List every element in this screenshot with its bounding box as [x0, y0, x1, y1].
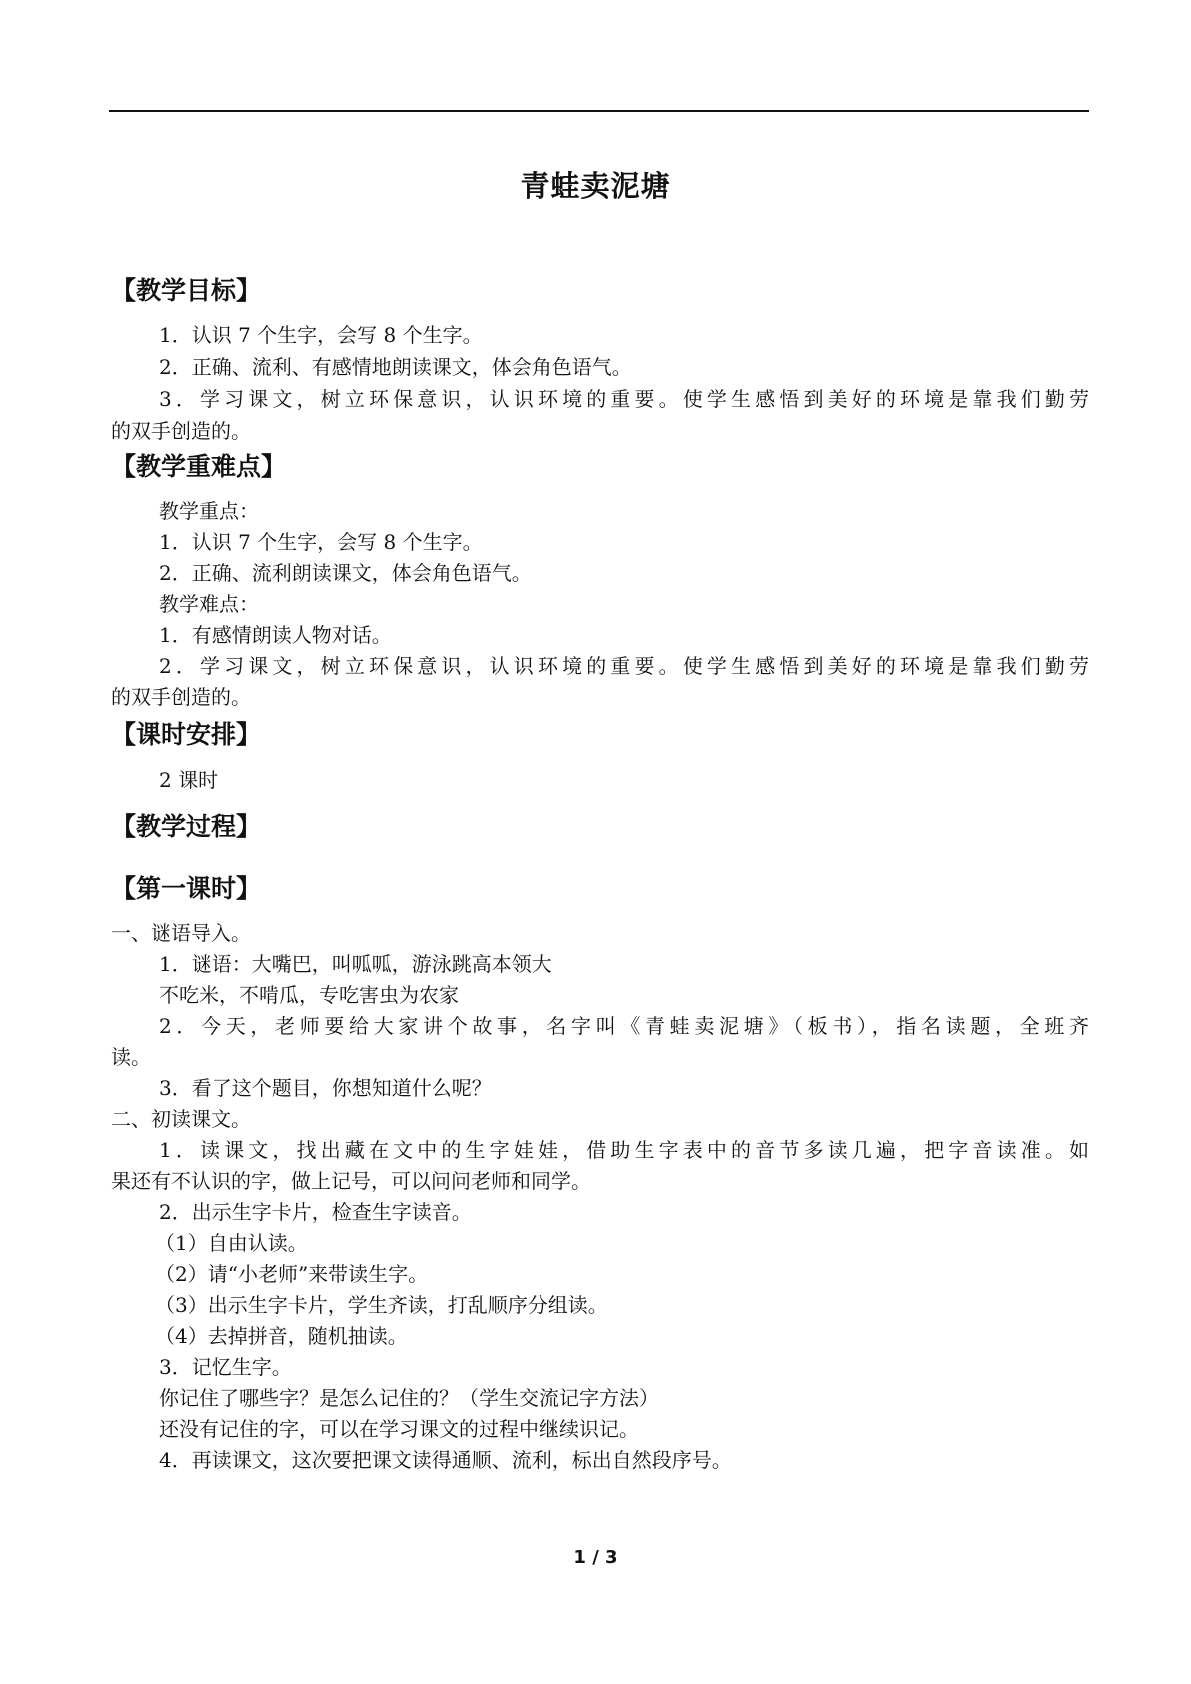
goal-item-1: 1．认识 7 个生字，会写 8 个生字。: [159, 323, 483, 347]
section-heading-keypoints: 【教学重难点】: [111, 452, 287, 481]
step-reading-3-a: 你记住了哪些字？是怎么记住的？（学生交流记字方法）: [159, 1386, 659, 1410]
difficulty-item-1: 1．有感情朗读人物对话。: [159, 623, 392, 647]
step-reading-2-sub-3: （3）出示生字卡片，学生齐读，打乱顺序分组读。: [155, 1293, 608, 1317]
step-reading-4: 4．再读课文，这次要把课文读得通顺、流利，标出自然段序号。: [159, 1448, 732, 1472]
difficulty-item-2: 2．学习课文，树立环保意识，认识环境的重要。使学生感悟到美好的环境是靠我们勤劳: [159, 654, 1089, 678]
step-reading-1-cont: 果还有不认识的字，做上记号，可以问问老师和同学。: [111, 1169, 591, 1193]
focus-label: 教学重点：: [159, 499, 259, 523]
page-number: 1 / 3: [573, 1547, 618, 1568]
focus-item-1: 1．认识 7 个生字，会写 8 个生字。: [159, 530, 483, 554]
step-reading-2-sub-1: （1）自由认读。: [155, 1231, 308, 1255]
goal-item-2: 2．正确、流利、有感情地朗读课文，体会角色语气。: [159, 355, 632, 379]
section-heading-process: 【教学过程】: [111, 812, 262, 841]
step-riddle-3: 3．看了这个题目，你想知道什么呢？: [159, 1076, 492, 1100]
step-reading-2: 2．出示生字卡片，检查生字读音。: [159, 1200, 472, 1224]
goal-item-3-cont: 的双手创造的。: [111, 419, 251, 443]
step-first-reading: 二、初读课文。: [111, 1107, 251, 1131]
focus-item-2: 2．正确、流利朗读课文，体会角色语气。: [159, 561, 532, 585]
page-title: 青蛙卖泥塘: [520, 169, 671, 203]
goal-item-3: 3．学习课文，树立环保意识，认识环境的重要。使学生感悟到美好的环境是靠我们勤劳: [159, 387, 1089, 411]
step-reading-2-sub-2: （2）请“小老师”来带读生字。: [155, 1262, 429, 1286]
step-riddle-2-cont: 读。: [111, 1045, 151, 1069]
section-heading-goals: 【教学目标】: [111, 276, 262, 305]
step-reading-3: 3．记忆生字。: [159, 1355, 292, 1379]
section-heading-schedule: 【课时安排】: [111, 720, 262, 749]
schedule-hours: 2 课时: [159, 768, 219, 792]
difficulty-item-2-cont: 的双手创造的。: [111, 685, 251, 709]
step-riddle-intro: 一、谜语导入。: [111, 921, 251, 945]
section-heading-lesson1: 【第一课时】: [111, 874, 262, 903]
step-reading-1: 1．读课文，找出藏在文中的生字娃娃，借助生字表中的音节多读几遍，把字音读准。如: [159, 1138, 1089, 1162]
step-riddle-1: 1．谜语：大嘴巴，叫呱呱，游泳跳高本领大: [159, 952, 552, 976]
header-rule: [109, 110, 1089, 112]
step-riddle-1-cont: 不吃米，不啃瓜，专吃害虫为农家: [159, 983, 459, 1007]
difficulty-label: 教学难点：: [159, 592, 259, 616]
step-reading-3-b: 还没有记住的字，可以在学习课文的过程中继续识记。: [159, 1417, 639, 1441]
step-reading-2-sub-4: （4）去掉拼音，随机抽读。: [155, 1324, 408, 1348]
step-riddle-2: 2．今天，老师要给大家讲个故事，名字叫《青蛙卖泥塘》（板书），指名读题，全班齐: [159, 1014, 1089, 1038]
